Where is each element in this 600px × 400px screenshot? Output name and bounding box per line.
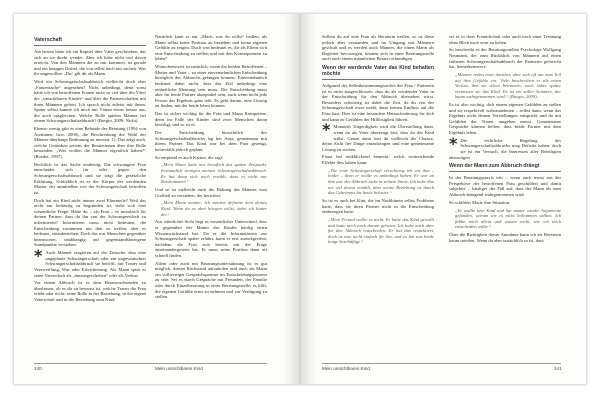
paragraph: Aufgrund der Selbstbestimmungsrechts der Frau / Partnerin ist es nicht ausgeschlossen, dass du als werdender Vater in der Entscheidung für den Abbruch übersehen wirst. Besonders schwierig ist dabei die Zeit, da du von der Schwangerschaft zwar weißt, dann keinen Einfluss auf die Frau hast. Dies ist eine besondere Herausforderung für dich und kann zu Gefühlen der Hilflosigkeit führen. — [322, 82, 434, 122]
paragraph: So empfand es auch Karina, die sagt: — [155, 154, 224, 160]
block-quote: „Mein Mann hatte nur beruflich das späten Zeitpunkt. Erstaunlich wenigen meinen Schwangerschaftsabbruch. Er hat dann sich noch erzählt, dass es nicht nur Reinkommen!“ — [161, 162, 267, 185]
left-page — [14, 14, 300, 384]
paragraph: Wird ein Schwangerschaftsabbruch vielleicht doch eher „Frauensache“ angesehen? Nicht unbedingt, denn sonst hätte ich von betroffenen Frauen nicht so viel über die Väter der „unsichtbaren Kinder“ und über die Partnerschaften mit ihren Männern gehört. Ich sprach nicht zuletzt mit ihnen. Später selbst kannte ich mich mit Vätern etwas besser aus, die auch ausgleichen. Welche Rolle spielen Männer bei einem Schwangerschaftsabbruch? (Burgin, 2009: Nicht). — [34, 79, 146, 124]
paragraph: So schildert Marie ihre Situation: — [449, 199, 511, 205]
left-column-2 — [155, 34, 267, 360]
block-quote: „Männer reden zwar darüber, aber sich oft nur zum Teil auf ihre Gefühle ein. Viele beschreiben es als einen Verlust, den sie selten betrauern, noch Jahre später vermissen sie das Kind. Es ist ein stiller Schmerz, der kaum wahrgenommen wird.“ (Burgin, 2009). — [455, 71, 561, 100]
paragraph: Es ist also wichtig, dich einem eigenen Gefühlen zu stellen und sie respektvoll wahrzunehmen – selbst dann, wenn das Ergebnis nicht deinen Vorstellungen entspricht und du mit Gefühlen der Trauer umgehen musst. Gemeinsame Gespräche können helfen, dass beide Partner mit dem Ergebnis leben. — [449, 102, 561, 136]
section-heading-mann-draengt: Wenn der Mann zum Abbruch drängt — [449, 163, 540, 170]
paragraph: Über die Richtigkeit dieser Annahme kann ich als Beraterin kaum urteilen. Wenn du aber tatsächlich so ist, dass — [449, 232, 561, 243]
section-heading-vaterschaft: Vaterschaft — [34, 37, 62, 43]
paragraph: Allein oder auch mit Beratungsunterstützung ist es gut möglich, diesen Rückstand aufzuholen und auch als Mann ein vollwertiger Gesprächspartner im Entscheidungsprozess zu sein. Sei es durch Gespräche mit Freunden, der Familie oder durch Einzelberatung in einer Beratungsstelle, es hilft, die eigenen Gefühle ernst zu nehmen und zur Verfügung zu stellen. — [155, 260, 267, 300]
paragraph: Sollten du auf eine Frau als Beraterin treffen, so ist diese jedoch aber verstanden und im Umgang mit Männern geschult und es werden auch Männer, die einen Mann als Begleiter bevorzugen, können sich in einer Beratungsstelle auch nach einem männlichen Berater erkundigen. — [322, 34, 434, 62]
asterisk-icon: * — [322, 120, 331, 140]
left-column-1 — [34, 34, 146, 360]
right-page — [300, 14, 586, 384]
paragraph: Am besten hätte ich ein Kapitel über Väter geschrieben, das sich an sie direkt wendet. Aber ich habe nicht viel davon erreicht. Von den Männern die zu mir kommen, ist gerade mal ein knappes Drittel, die von selbst nach mir suchen. Was ihr ungewolltes „Du“ gilt dir als Mann. — [34, 49, 146, 77]
paragraph: In der Beratungspraxis tritt – wenn auch meist aus der Perspektive der betroffenen Frau geschildert und damit subjektiv – häufiger der Fall auf, dass der Mann als zum Abbruch drängend wahrgenommen wird. — [449, 175, 561, 197]
block-quote: „Mein Mann meinte: Ich möchte definitiv kein drittes Kind. Wenn du es aber kriegen willst, stehe ich hinter dir.“ — [161, 200, 267, 217]
paragraph: Rechtlich ist das Sache eindeutig: Die schwangere Frau entscheidet sich für oder gegen den Schwangerschaftsabbruch und sie trägt die gesetzliche Erklärung. Schließlich ist es der Körper der werdenden Mutter, der unmittelbar von der Schwangerschaft betroffen ist. — [34, 161, 146, 195]
footer-rule — [322, 363, 561, 364]
paragraph: sei es in ihrer Freundschaft oder auch nach einer Trennung ohne Blick nach vorn zu halten. — [449, 34, 561, 45]
right-column-2 — [449, 34, 561, 360]
paragraph: Fiona hat rückblickend bemerkt, welch weitreichende Effekte dies haben kann: — [322, 154, 434, 166]
paragraph-with-asterisk: * Monatish Trägerdigkeit wird die Überstellung dann, wenn du als Vater überzeugt bist, dass du das Kind willst. Genau dann hast du vielleicht die Chance, deine Sicht der Dinge einzubringen und eine gemeinsame Lösung zu suchen. — [322, 120, 434, 152]
paragraph: Vor einem Abbruch ist es dem Heranwachsenden zu überlassen, ob es dir zu bewusst ist, welche Trauer die Frau erlebt oder nicht; seine Rolle in der Beziehung, in die eigene Vaterschaft und in die Beziehung zum Kind. — [34, 280, 146, 303]
paragraph: Natürlich kann es nur „Mach, was du willst“ heißen, als Mann selbst keine Position zu beziehen und keine eigenen Gefühle zu zeigen. Doch was bedeutet es, dir als Eltern sich eine Entscheidung zu treffen und mit den Konsequenzen zu leben? — [155, 34, 267, 62]
right-column-1 — [322, 34, 434, 360]
paragraph: So ist es auch bei Kim, die im Nachhinein selbst Probleme hatte, dass sie ihren Partner nicht in die Entscheidung einbezogen hatte: — [322, 198, 434, 215]
section-heading-vater-behalten: Wenn der werdende Vater das Kind behalten möchte — [322, 64, 434, 77]
asterisk-icon: * — [449, 133, 458, 153]
page-number: 141 — [554, 366, 562, 371]
heading-rule — [34, 45, 146, 46]
paragraph: Doch hat ein Kind nicht immer zwei Elternteile? Weil das nicht nur beiläufig zu begründen ist, steht sich eine wesentliche Frage: Hätte du – als Frau – es moralisch für deinen Partner, dass du ihn von der Schwangerschaft zu informieren? Informieren muss nicht bedeuten, die Entscheidung zusammen mit ihm zu treffen, aber es bedeutet, einzubeziehen. Doch das war Menschen gegenüber beantwortet, unabhängig auf gegenstandsbezogene Standpunkte verstehen. — [34, 197, 146, 248]
footer-rule — [34, 363, 267, 364]
heading-rule — [322, 79, 434, 80]
block-quote: „Er wollte kein Kind und hat immer wieder Argumente gefunden, warum wir es nicht bekommen sollten. Ich fühlte mich allein und wusste nicht, wie ich mich entscheiden sollte.“ — [455, 207, 561, 230]
asterisk-icon: * — [34, 246, 43, 266]
paragraph-with-asterisk: * Die rechtliche Regelung des Schwangerschaftsabbruchs mag Defizite haben, doch sie ist ein Versuch, die Interessen aller Beteiligten abzuwägen. — [449, 133, 561, 160]
paragraph: Ebenso wenig gibt es eine Befunde der Beratung (1994 von Ärztinnen, bzw. 2006), die Beschreibung der Wahl der Männer überhaupt Bedeutung zu messen: 1). Das zeigt auch, welche Gedanken seitens der Beraterinnen über ihre Rolle bestanden. „Was wollen die Männer eigentlich haben?“ (Roeder, 1997). — [34, 126, 146, 160]
heading-rule — [449, 171, 561, 172]
block-quote: „Mein Freund wollte es nicht. Er hätte das Kind gewollt und hatte mich auch darum gebeten. Ich habe mich aber für den Abbruch entschieden. Er hat das respektiert, doch es war nicht einfach für ihn, und es hat uns beide lange beschäftigt.“ — [328, 216, 434, 245]
running-title: Mein unsichtbares Kind — [155, 366, 203, 371]
paragraph: So beschreibt es der Beratungsstellen Psychologe Wolfgang Neumann, der zum Rückblick von Männern auf einen früheren Schwangerschaftsabbruch der Partnerin geforscht hat. bemerkenswert: — [449, 47, 561, 70]
paragraph: Wünschenswert ist natürlich, wenn die beiden Betroffenen – Mutter und Vater – zu einer einvernehmlichen Entscheidung bezüglich des Abbruchs gelangen können. Einvernehmlich bedeutet dabei nicht, dass das Ziel unbedingt eine einheitliche Meinung sein muss. Die Entscheidung muss aber für beide Partner akzeptabel sein, auch wenn nicht jede Person das Ergebnis ganz teilt. Es geht darum, eine Lösung zu finden, mit der beide leben können. — [155, 64, 267, 109]
running-title: Mein unsichtbares Kind — [322, 366, 370, 371]
block-quote: „Die erste Schwangerschaft verschwieg ich vor ihm – leider – denn er wollte es unbedingt haben. Er war an ihm war der Abbruch nicht in seinem Sinne. Ich habe ihm nie viel davon erzählt, aber meine Beziehung ist durch das Geheimnis bis heute belastet.“ — [328, 167, 434, 196]
paragraph: Die Entscheidung hinsichtlich des Schwangerschaftsabbruchs lag bei Anja, gemeinsam mit ihrem Partner. Das Kind war bei dem Paar gezeugt, keinesfalls jedoch geplant. — [155, 130, 267, 152]
paragraph: Aus väterlicher Sicht liegt es wesentlicher Unterschied, dass er gegenüber der Mutter des Kindes häufig einen Wissensrückstand hat. Da er die Informationen zur Schwangerschaft später erfährt, kann er erst zurückgreifen, nachdem die Frau sich bereits mit der Frage auseinandergesetzt hat. Er muss seine Position dann oft schnell finden. — [155, 219, 267, 258]
page-number: 140 — [34, 366, 42, 371]
paragraph: Das ist sicher wichtig für die Frau und Mann Kompetenz, denn im Falle der Kinder sind zwei Menschen daran beteiligt, und so ist es. — [155, 111, 267, 128]
book-spread — [14, 14, 586, 384]
paragraph-with-asterisk: * Auch Männer reagieren auf die Tatsache, dass eine ungeplante Schwangerschaft oder ein ungewünschter Schwangerschaftsabbruch sie betrifft, mit Trauer und Verzweiflung, Wut oder Erleichterung. Als Mann spürt er seine Vaterschaft als „hinausgeschoben“ oder als Verlust. — [34, 246, 146, 278]
paragraph: Und so ist vielleicht auch die Haltung des Mannes vom Großteil zu verstehen, der berichtet: — [155, 186, 267, 198]
